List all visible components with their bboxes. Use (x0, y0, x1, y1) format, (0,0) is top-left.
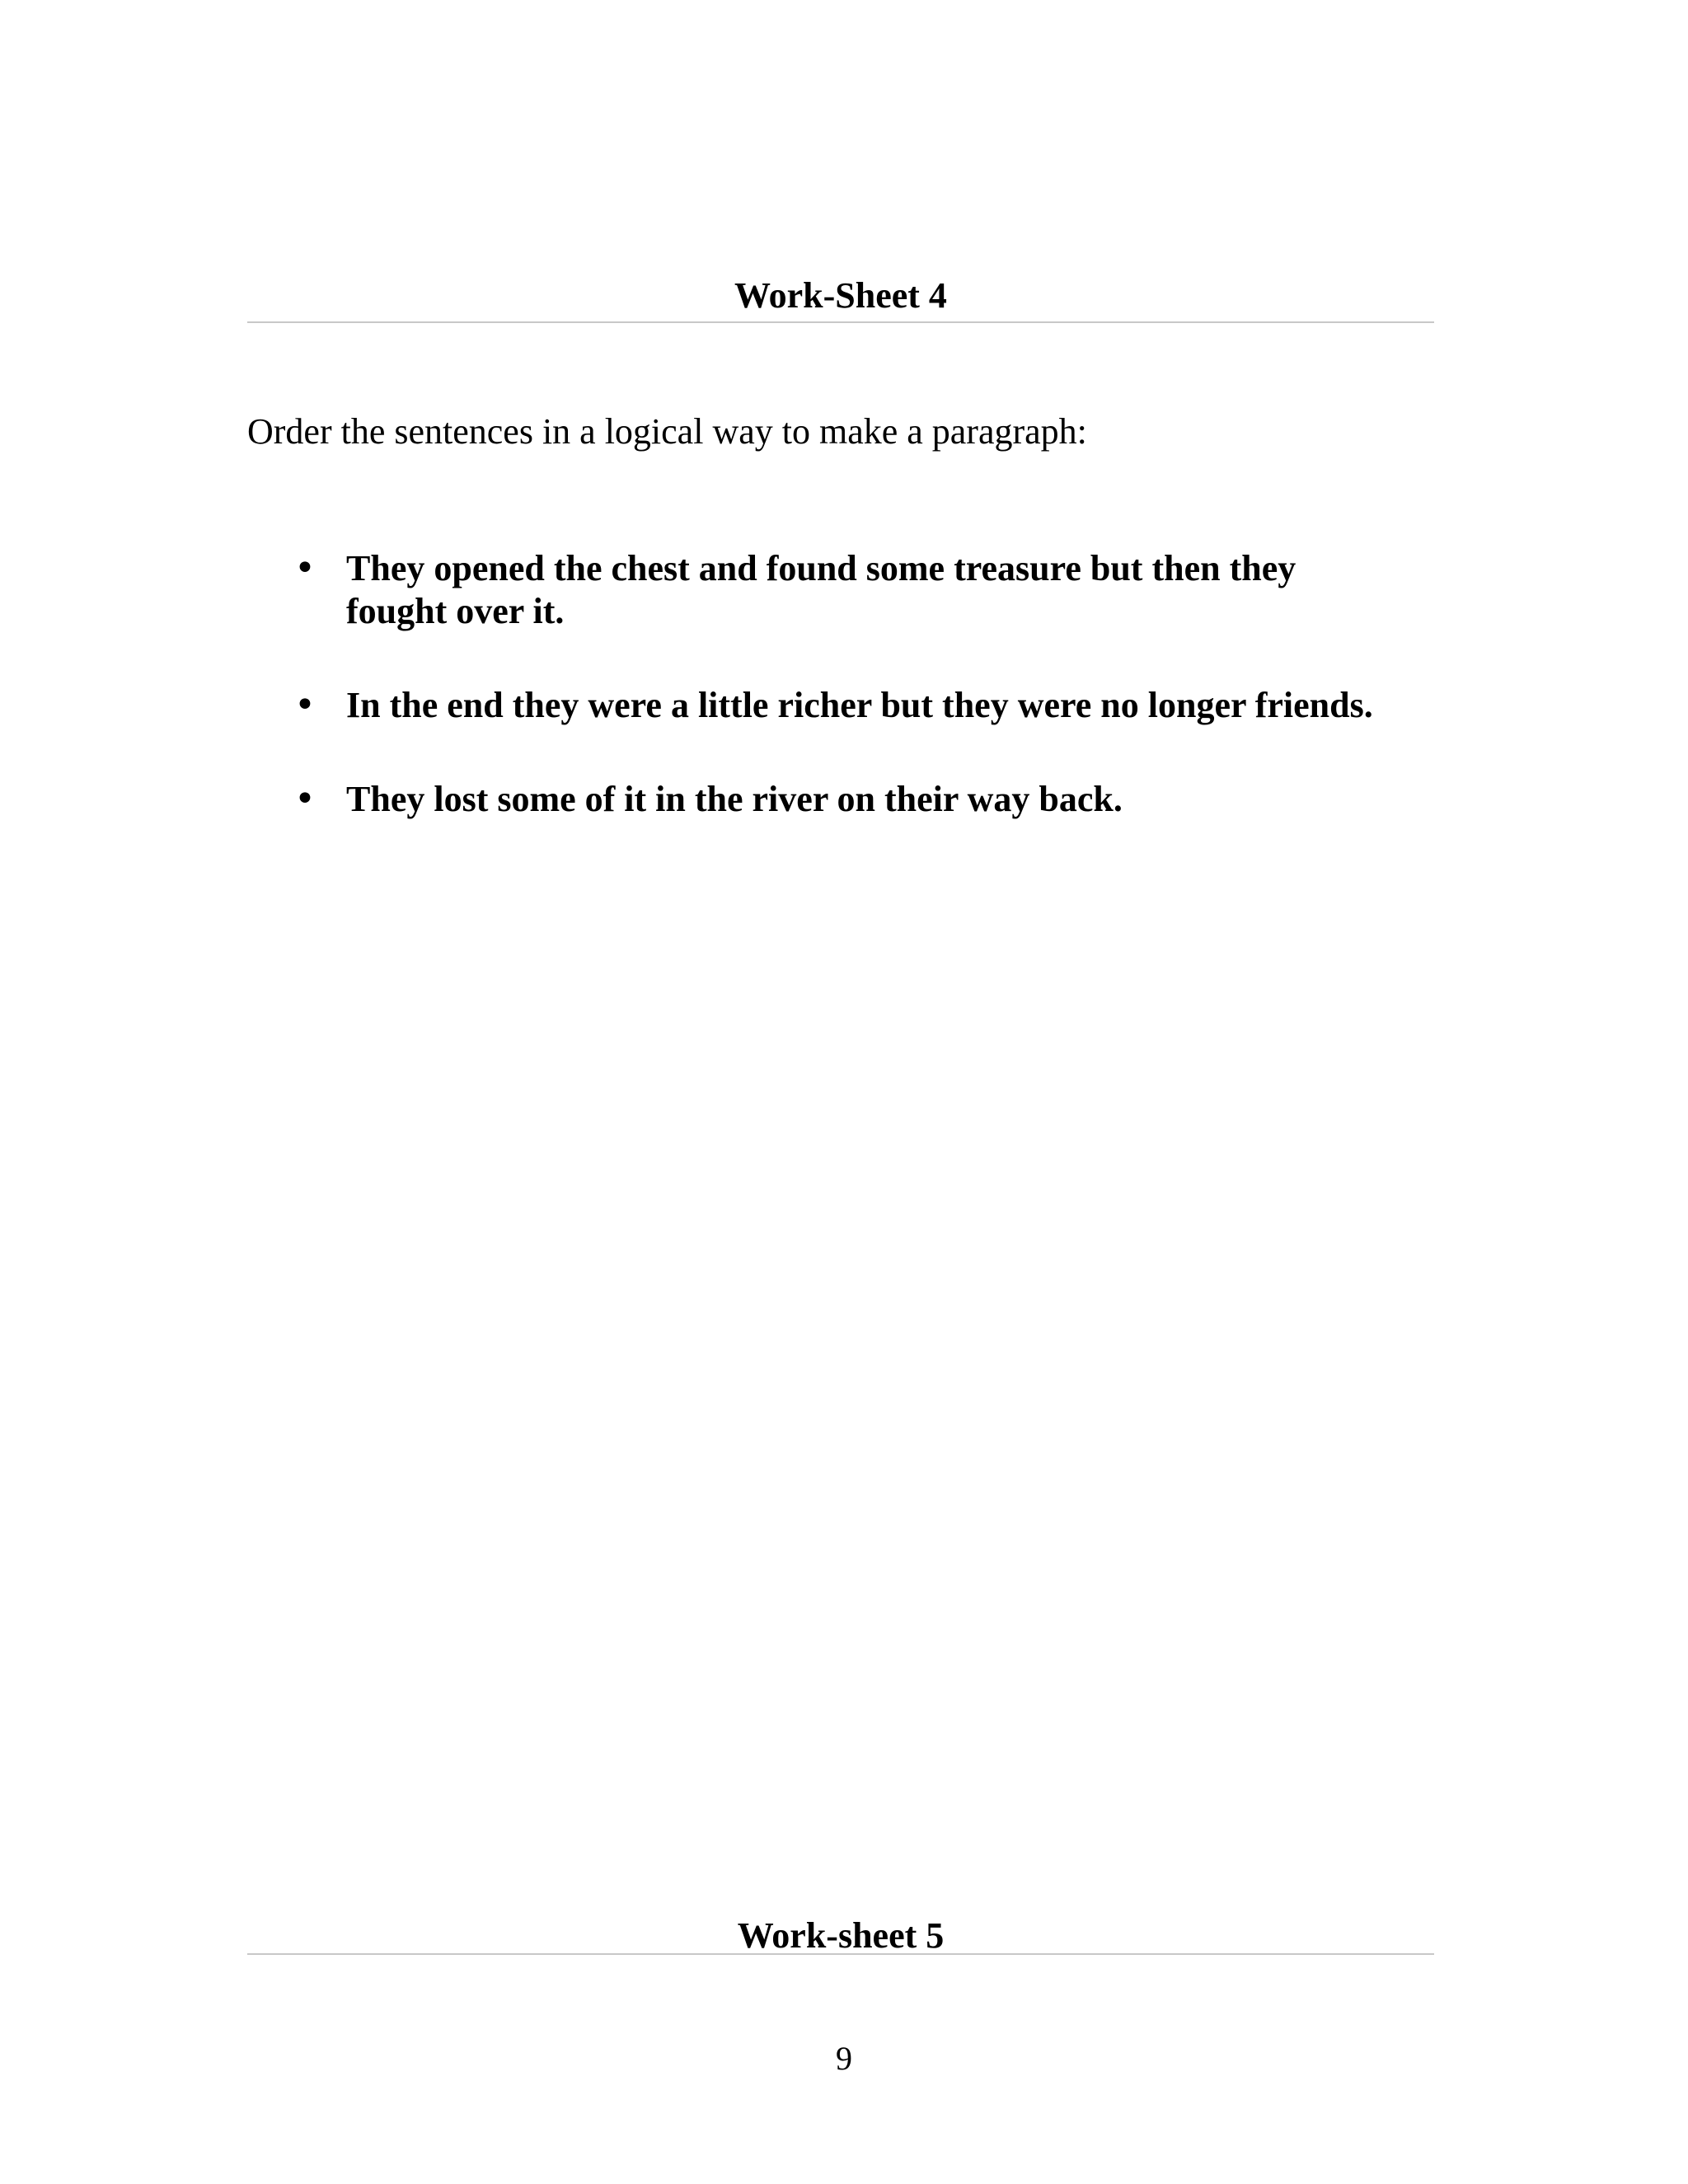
sentence-text: In the end they were a little richer but they were no longer friends. (346, 685, 1373, 725)
sentence-item (0, 778, 1393, 821)
sentence-text: They lost some of it in the river on their way back. (346, 779, 1123, 819)
sentence-item (0, 684, 1393, 727)
worksheet-4-title: Work-Sheet 4 (734, 275, 947, 316)
bullet-icon: • (294, 778, 316, 820)
sentence-list (0, 547, 1393, 872)
worksheet-5-title: Work-sheet 5 (737, 1915, 945, 1956)
worksheet-5-divider (247, 1953, 1434, 1955)
bullet-icon: • (294, 547, 316, 589)
worksheet-4-divider (247, 321, 1434, 323)
bullet-icon: • (294, 684, 316, 726)
page-number: 9 (836, 2040, 852, 2077)
sentence-item (0, 547, 1393, 633)
sentence-text: They opened the chest and found some treasure but then they fought over it. (346, 548, 1296, 631)
worksheet-4-instruction: Order the sentences in a logical way to make a paragraph: (247, 411, 1087, 452)
